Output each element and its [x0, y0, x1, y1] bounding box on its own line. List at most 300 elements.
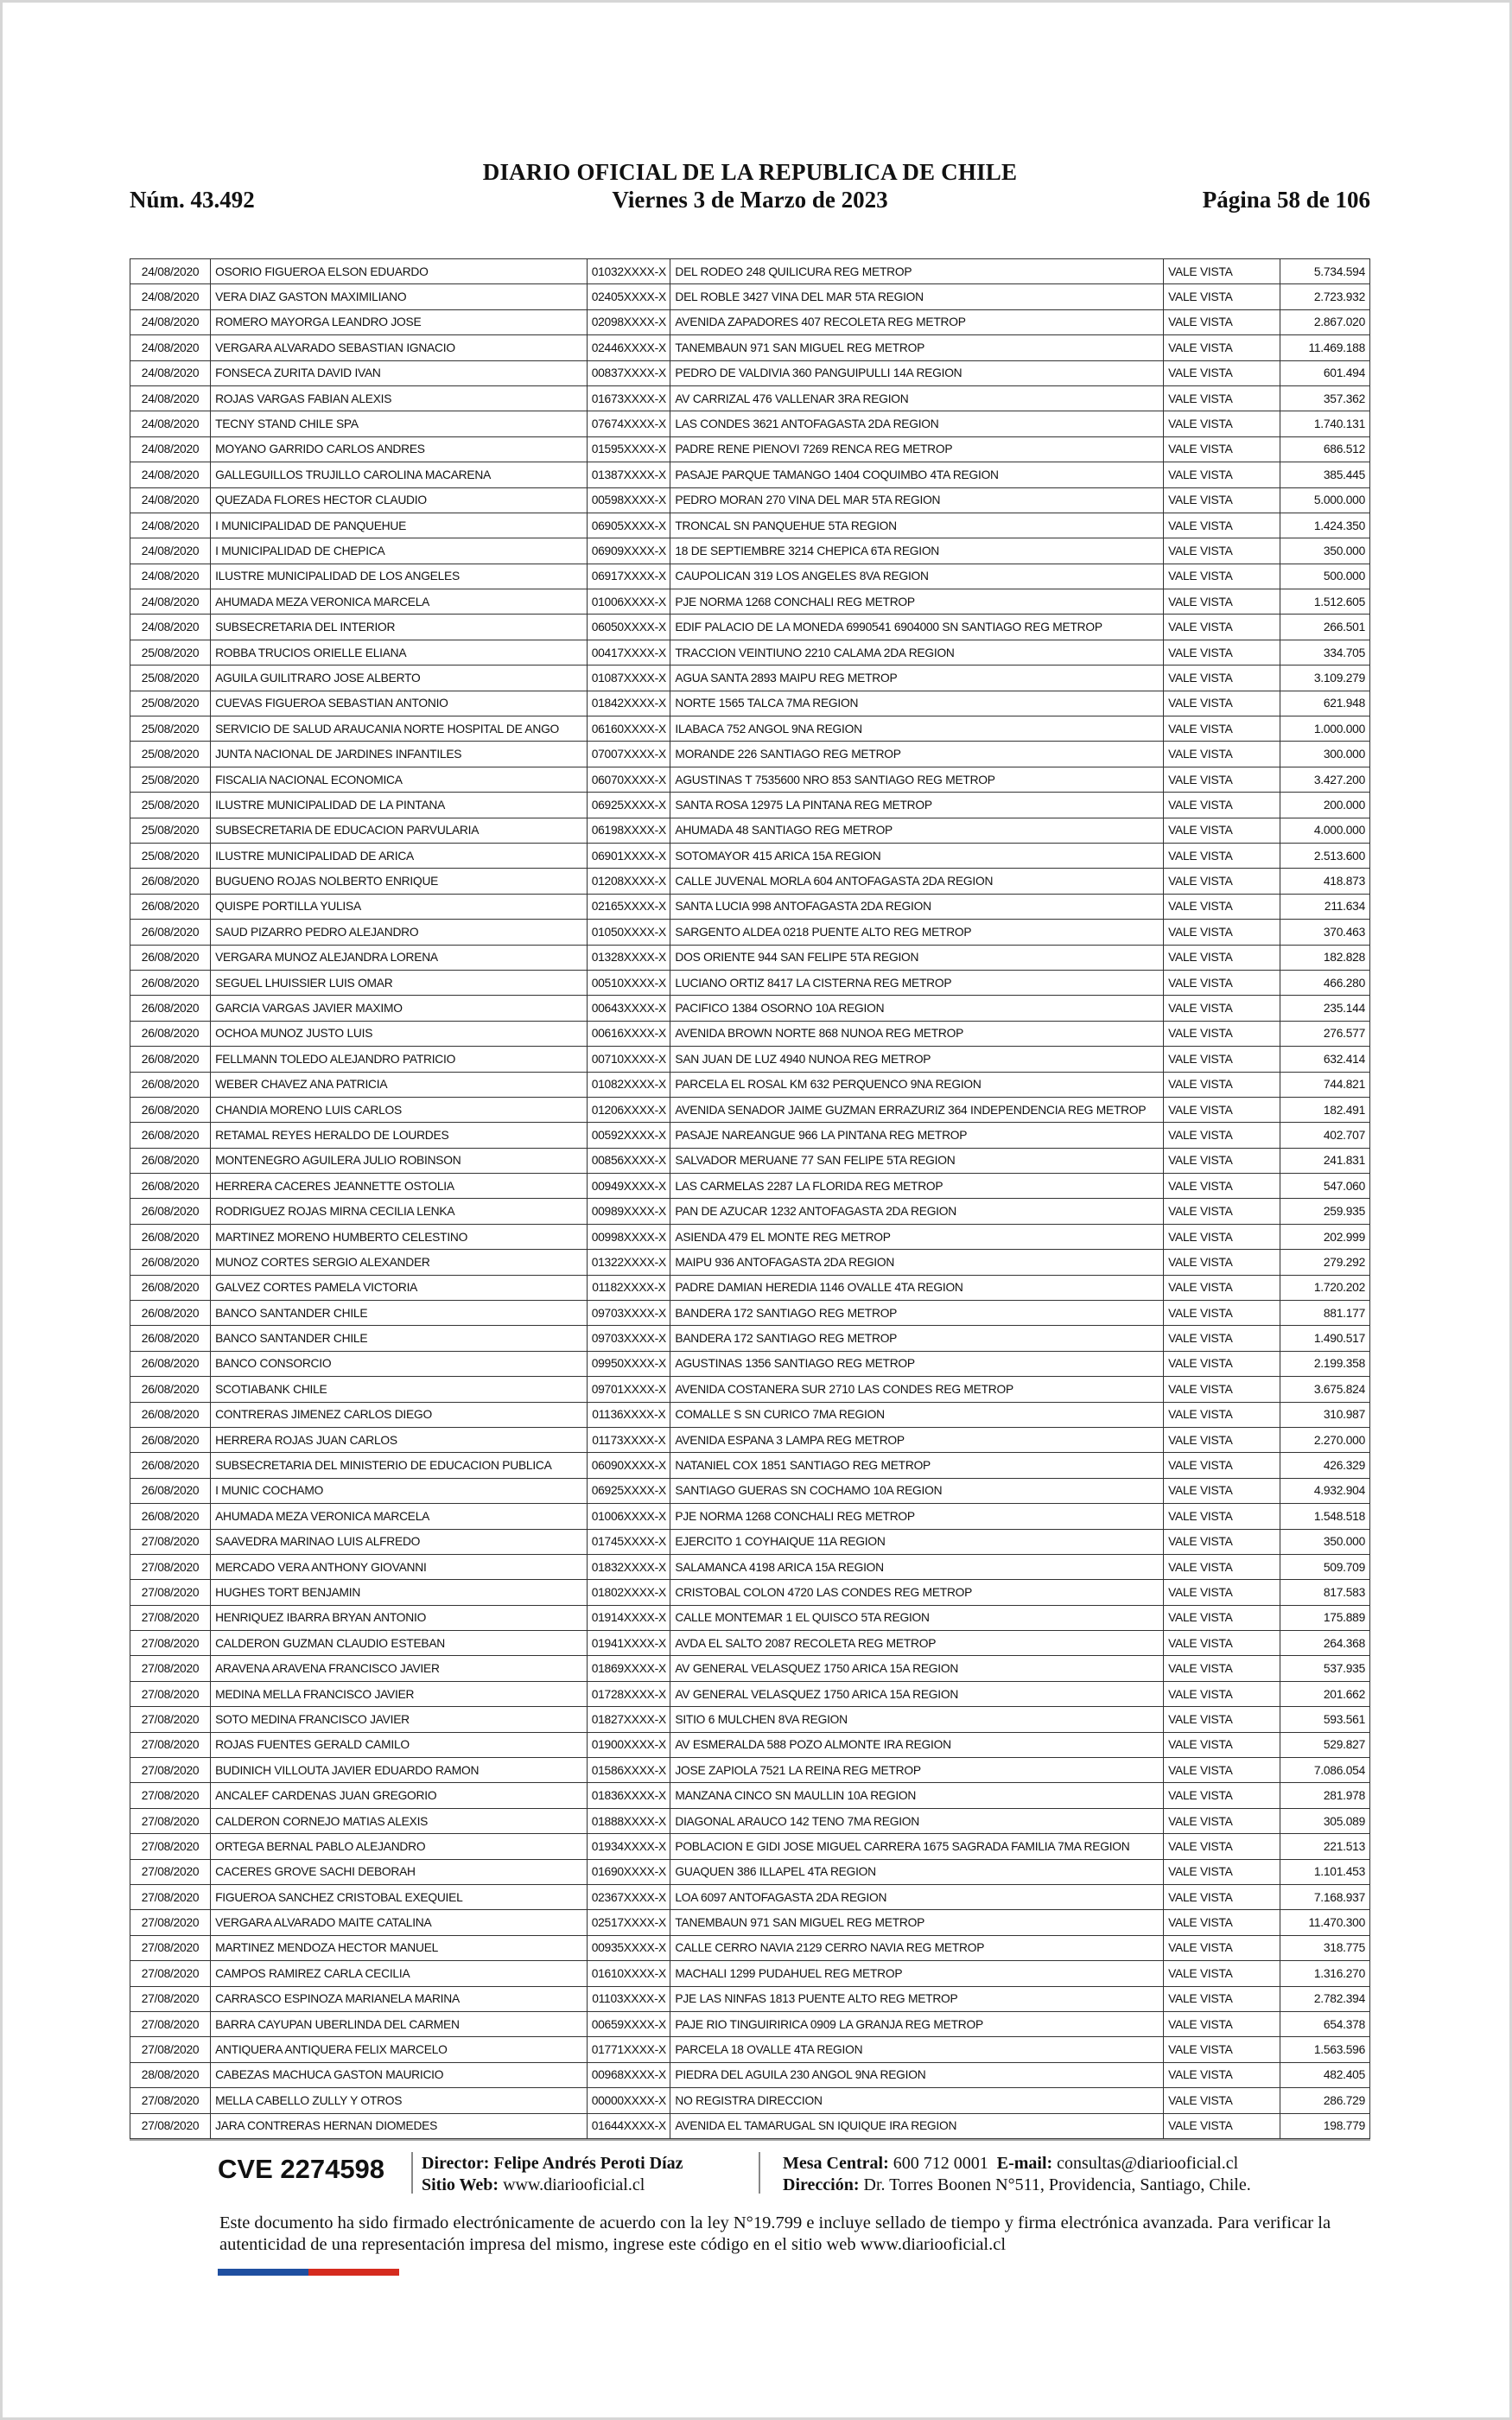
cell-address: NORTE 1565 TALCA 7MA REGION: [670, 691, 1164, 716]
table-row: [130, 970, 1370, 995]
cell-rut: 06160XXXX-X: [588, 716, 670, 742]
cell-payment-method: VALE VISTA: [1164, 1504, 1280, 1529]
cell-payment-method: VALE VISTA: [1164, 2088, 1280, 2113]
cell-rut: 06909XXXX-X: [588, 538, 670, 564]
cell-rut: 01900XXXX-X: [588, 1732, 670, 1757]
cell-address: AV ESMERALDA 588 POZO ALMONTE IRA REGION: [670, 1732, 1164, 1757]
table-row: [130, 1529, 1370, 1554]
cell-name: SAUD PIZARRO PEDRO ALEJANDRO: [211, 920, 588, 945]
cell-amount: 305.089: [1280, 1808, 1369, 1833]
table-row: [130, 996, 1370, 1021]
cell-rut: 00659XXXX-X: [588, 2011, 670, 2036]
cell-rut: 00949XXXX-X: [588, 1174, 670, 1199]
cell-amount: 3.427.200: [1280, 767, 1369, 792]
cell-date: 24/08/2020: [130, 538, 211, 564]
cell-name: FIGUEROA SANCHEZ CRISTOBAL EXEQUIEL: [211, 1885, 588, 1910]
cell-name: SCOTIABANK CHILE: [211, 1377, 588, 1402]
payments-table-container: [130, 258, 1370, 2139]
footer-separator: [759, 2152, 760, 2194]
cell-date: 24/08/2020: [130, 615, 211, 640]
cell-payment-method: VALE VISTA: [1164, 1554, 1280, 1579]
cell-amount: 300.000: [1280, 742, 1369, 767]
table-row: [130, 1681, 1370, 1706]
cell-amount: 310.987: [1280, 1402, 1369, 1427]
cell-date: 26/08/2020: [130, 1199, 211, 1224]
cell-address: AVENIDA COSTANERA SUR 2710 LAS CONDES REG METROP: [670, 1377, 1164, 1402]
table-row: [130, 1123, 1370, 1148]
cell-name: CALDERON CORNEJO MATIAS ALEXIS: [211, 1808, 588, 1833]
legal-notice: Este documento ha sido firmado electrónicamente de acuerdo con la ley N°19.799 e incluye sellado de tiempo y firma electrónica avanzada. Para verificar la autenticidad de una representación impresa del mismo, ingrese este código en el sitio web www.diariooficial.cl: [219, 2213, 1331, 2254]
table-row: [130, 487, 1370, 513]
cell-address: PJE LAS NINFAS 1813 PUENTE ALTO REG METROP: [670, 1986, 1164, 2011]
cell-address: LUCIANO ORTIZ 8417 LA CISTERNA REG METROP: [670, 970, 1164, 995]
cell-name: SUBSECRETARIA DE EDUCACION PARVULARIA: [211, 818, 588, 843]
cell-address: AHUMADA 48 SANTIAGO REG METROP: [670, 818, 1164, 843]
cell-amount: 418.873: [1280, 869, 1369, 894]
cell-date: 24/08/2020: [130, 309, 211, 334]
cell-date: 26/08/2020: [130, 1427, 211, 1452]
cell-rut: 09703XXXX-X: [588, 1301, 670, 1326]
cell-address: DOS ORIENTE 944 SAN FELIPE 5TA REGION: [670, 945, 1164, 970]
cell-name: CAMPOS RAMIREZ CARLA CECILIA: [211, 1961, 588, 1986]
cell-payment-method: VALE VISTA: [1164, 1707, 1280, 1732]
cell-address: MORANDE 226 SANTIAGO REG METROP: [670, 742, 1164, 767]
cell-name: AHUMADA MEZA VERONICA MARCELA: [211, 1504, 588, 1529]
cell-address: AV GENERAL VELASQUEZ 1750 ARICA 15A REGION: [670, 1656, 1164, 1681]
cell-address: AV GENERAL VELASQUEZ 1750 ARICA 15A REGION: [670, 1681, 1164, 1706]
cell-address: SALAMANCA 4198 ARICA 15A REGION: [670, 1554, 1164, 1579]
cell-amount: 686.512: [1280, 436, 1369, 462]
payments-table: [130, 258, 1370, 2139]
cell-rut: 01182XXXX-X: [588, 1275, 670, 1300]
cell-name: AHUMADA MEZA VERONICA MARCELA: [211, 589, 588, 615]
cell-rut: 09701XXXX-X: [588, 1377, 670, 1402]
cell-amount: 529.827: [1280, 1732, 1369, 1757]
cell-date: 26/08/2020: [130, 1072, 211, 1097]
cell-amount: 7.168.937: [1280, 1885, 1369, 1910]
cell-rut: 00989XXXX-X: [588, 1199, 670, 1224]
cell-date: 24/08/2020: [130, 360, 211, 385]
cell-payment-method: VALE VISTA: [1164, 1758, 1280, 1783]
cell-payment-method: VALE VISTA: [1164, 360, 1280, 385]
table-row: [130, 1808, 1370, 1833]
table-row: [130, 284, 1370, 309]
cell-date: 24/08/2020: [130, 259, 211, 284]
cell-name: I MUNIC COCHAMO: [211, 1478, 588, 1503]
cell-date: 25/08/2020: [130, 767, 211, 792]
cell-payment-method: VALE VISTA: [1164, 259, 1280, 284]
cell-payment-method: VALE VISTA: [1164, 996, 1280, 1021]
table-row: [130, 1783, 1370, 1808]
flag-stripe: [218, 2269, 399, 2276]
cell-address: POBLACION E GIDI JOSE MIGUEL CARRERA 1675 SAGRADA FAMILIA 7MA REGION: [670, 1834, 1164, 1859]
cell-address: EJERCITO 1 COYHAIQUE 11A REGION: [670, 1529, 1164, 1554]
table-row: [130, 259, 1370, 284]
table-row: [130, 309, 1370, 334]
cell-rut: 06917XXXX-X: [588, 564, 670, 589]
cell-amount: 241.831: [1280, 1148, 1369, 1173]
cell-address: NATANIEL COX 1851 SANTIAGO REG METROP: [670, 1453, 1164, 1478]
table-row: [130, 1631, 1370, 1656]
cell-date: 26/08/2020: [130, 1148, 211, 1173]
cell-name: BUDINICH VILLOUTA JAVIER EDUARDO RAMON: [211, 1758, 588, 1783]
cell-rut: 01836XXXX-X: [588, 1783, 670, 1808]
cell-address: SANTIAGO GUERAS SN COCHAMO 10A REGION: [670, 1478, 1164, 1503]
cell-name: MARTINEZ MENDOZA HECTOR MANUEL: [211, 1935, 588, 1960]
cell-address: AVENIDA EL TAMARUGAL SN IQUIQUE IRA REGION: [670, 2113, 1164, 2138]
cell-amount: 654.378: [1280, 2011, 1369, 2036]
cell-amount: 2.867.020: [1280, 309, 1369, 334]
cell-rut: 01595XXXX-X: [588, 436, 670, 462]
cell-date: 27/08/2020: [130, 1732, 211, 1757]
cell-date: 26/08/2020: [130, 1250, 211, 1275]
cell-payment-method: VALE VISTA: [1164, 1478, 1280, 1503]
cell-address: SAN JUAN DE LUZ 4940 NUNOA REG METROP: [670, 1047, 1164, 1072]
cell-name: CUEVAS FIGUEROA SEBASTIAN ANTONIO: [211, 691, 588, 716]
cell-address: PIEDRA DEL AGUILA 230 ANGOL 9NA REGION: [670, 2062, 1164, 2087]
cell-rut: 00998XXXX-X: [588, 1224, 670, 1249]
cell-rut: 01387XXXX-X: [588, 462, 670, 487]
table-row: [130, 894, 1370, 919]
cell-payment-method: VALE VISTA: [1164, 1123, 1280, 1148]
table-row: [130, 1351, 1370, 1376]
cell-address: AVENIDA SENADOR JAIME GUZMAN ERRAZURIZ 364 INDEPENDENCIA REG METROP: [670, 1097, 1164, 1122]
cell-payment-method: VALE VISTA: [1164, 945, 1280, 970]
cell-name: GARCIA VARGAS JAVIER MAXIMO: [211, 996, 588, 1021]
table-row: [130, 1605, 1370, 1630]
cell-address: SANTA LUCIA 998 ANTOFAGASTA 2DA REGION: [670, 894, 1164, 919]
table-row: [130, 1732, 1370, 1757]
cell-address: NO REGISTRA DIRECCION: [670, 2088, 1164, 2113]
cell-payment-method: VALE VISTA: [1164, 1097, 1280, 1122]
cell-amount: 2.270.000: [1280, 1427, 1369, 1452]
cell-date: 26/08/2020: [130, 1097, 211, 1122]
cell-address: 18 DE SEPTIEMBRE 3214 CHEPICA 6TA REGION: [670, 538, 1164, 564]
table-row: [130, 1834, 1370, 1859]
cell-address: DIAGONAL ARAUCO 142 TENO 7MA REGION: [670, 1808, 1164, 1833]
cell-name: CALDERON GUZMAN CLAUDIO ESTEBAN: [211, 1631, 588, 1656]
cell-rut: 02405XXXX-X: [588, 284, 670, 309]
cell-rut: 01802XXXX-X: [588, 1580, 670, 1605]
cell-rut: 01586XXXX-X: [588, 1758, 670, 1783]
cell-address: SANTA ROSA 12975 LA PINTANA REG METROP: [670, 793, 1164, 818]
cell-amount: 4.000.000: [1280, 818, 1369, 843]
cell-rut: 00856XXXX-X: [588, 1148, 670, 1173]
cell-rut: 02446XXXX-X: [588, 335, 670, 360]
cell-address: BANDERA 172 SANTIAGO REG METROP: [670, 1301, 1164, 1326]
cell-date: 27/08/2020: [130, 2113, 211, 2138]
cell-rut: 01173XXXX-X: [588, 1427, 670, 1452]
cell-amount: 350.000: [1280, 1529, 1369, 1554]
cell-payment-method: VALE VISTA: [1164, 1224, 1280, 1249]
cell-amount: 621.948: [1280, 691, 1369, 716]
cell-payment-method: VALE VISTA: [1164, 564, 1280, 589]
table-row: [130, 640, 1370, 665]
cell-address: AVENIDA BROWN NORTE 868 NUNOA REG METROP: [670, 1021, 1164, 1046]
cell-payment-method: VALE VISTA: [1164, 767, 1280, 792]
cell-amount: 279.292: [1280, 1250, 1369, 1275]
cell-date: 24/08/2020: [130, 335, 211, 360]
cell-address: AVENIDA ZAPADORES 407 RECOLETA REG METROP: [670, 309, 1164, 334]
cell-rut: 01690XXXX-X: [588, 1859, 670, 1884]
table-row: [130, 1199, 1370, 1224]
cell-amount: 175.889: [1280, 1605, 1369, 1630]
cell-amount: 2.199.358: [1280, 1351, 1369, 1376]
payments-table-body: [130, 259, 1370, 2139]
cell-rut: 01032XXXX-X: [588, 259, 670, 284]
cell-rut: 06070XXXX-X: [588, 767, 670, 792]
cell-address: PEDRO MORAN 270 VINA DEL MAR 5TA REGION: [670, 487, 1164, 513]
cell-address: TRACCION VEINTIUNO 2210 CALAMA 2DA REGION: [670, 640, 1164, 665]
cell-address: EDIF PALACIO DE LA MONEDA 6990541 6904000 SN SANTIAGO REG METROP: [670, 615, 1164, 640]
cell-amount: 1.512.605: [1280, 589, 1369, 615]
table-row: [130, 945, 1370, 970]
cell-name: TECNY STAND CHILE SPA: [211, 411, 588, 436]
cell-date: 25/08/2020: [130, 843, 211, 868]
cell-name: MELLA CABELLO ZULLY Y OTROS: [211, 2088, 588, 2113]
cell-address: AGUA SANTA 2893 MAIPU REG METROP: [670, 666, 1164, 691]
table-row: [130, 1935, 1370, 1960]
cell-amount: 5.000.000: [1280, 487, 1369, 513]
cell-name: HERRERA CACERES JEANNETTE OSTOLIA: [211, 1174, 588, 1199]
table-row: [130, 1224, 1370, 1249]
cell-date: 27/08/2020: [130, 1834, 211, 1859]
cell-payment-method: VALE VISTA: [1164, 538, 1280, 564]
cell-date: 27/08/2020: [130, 1580, 211, 1605]
cell-name: SUBSECRETARIA DEL INTERIOR: [211, 615, 588, 640]
cell-rut: 01050XXXX-X: [588, 920, 670, 945]
cell-rut: 01842XXXX-X: [588, 691, 670, 716]
cell-payment-method: VALE VISTA: [1164, 1910, 1280, 1935]
cell-address: PARCELA 18 OVALLE 4TA REGION: [670, 2037, 1164, 2062]
cell-rut: 00710XXXX-X: [588, 1047, 670, 1072]
cell-date: 26/08/2020: [130, 869, 211, 894]
cell-name: VERA DIAZ GASTON MAXIMILIANO: [211, 284, 588, 309]
cell-name: VERGARA MUNOZ ALEJANDRA LORENA: [211, 945, 588, 970]
cell-rut: 02367XXXX-X: [588, 1885, 670, 1910]
cell-name: ILUSTRE MUNICIPALIDAD DE LA PINTANA: [211, 793, 588, 818]
cell-amount: 2.723.932: [1280, 284, 1369, 309]
cell-address: TRONCAL SN PANQUEHUE 5TA REGION: [670, 513, 1164, 538]
cell-date: 27/08/2020: [130, 1707, 211, 1732]
cell-date: 27/08/2020: [130, 1631, 211, 1656]
email-link[interactable]: consultas@diariooficial.cl: [1057, 2154, 1239, 2173]
cell-rut: 01914XXXX-X: [588, 1605, 670, 1630]
table-row: [130, 1656, 1370, 1681]
cell-amount: 11.470.300: [1280, 1910, 1369, 1935]
cell-address: AVENIDA ESPANA 3 LAMPA REG METROP: [670, 1427, 1164, 1452]
cell-amount: 537.935: [1280, 1656, 1369, 1681]
cell-name: ANCALEF CARDENAS JUAN GREGORIO: [211, 1783, 588, 1808]
cell-amount: 281.978: [1280, 1783, 1369, 1808]
cell-name: BANCO SANTANDER CHILE: [211, 1326, 588, 1351]
cell-date: 24/08/2020: [130, 284, 211, 309]
cell-rut: 09950XXXX-X: [588, 1351, 670, 1376]
web-link[interactable]: www.diariooficial.cl: [503, 2175, 645, 2194]
cell-name: OCHOA MUNOZ JUSTO LUIS: [211, 1021, 588, 1046]
cell-rut: 06050XXXX-X: [588, 615, 670, 640]
cell-amount: 632.414: [1280, 1047, 1369, 1072]
cell-name: SERVICIO DE SALUD ARAUCANIA NORTE HOSPITAL DE ANGO: [211, 716, 588, 742]
cell-date: 25/08/2020: [130, 818, 211, 843]
cell-rut: 01322XXXX-X: [588, 1250, 670, 1275]
cell-amount: 881.177: [1280, 1301, 1369, 1326]
cell-address: SOTOMAYOR 415 ARICA 15A REGION: [670, 843, 1164, 868]
table-row: [130, 385, 1370, 411]
cell-address: COMALLE S SN CURICO 7MA REGION: [670, 1402, 1164, 1427]
cell-name: CONTRERAS JIMENEZ CARLOS DIEGO: [211, 1402, 588, 1427]
cell-name: ILUSTRE MUNICIPALIDAD DE LOS ANGELES: [211, 564, 588, 589]
cell-payment-method: VALE VISTA: [1164, 284, 1280, 309]
table-row: [130, 1377, 1370, 1402]
table-row: [130, 793, 1370, 818]
cell-payment-method: VALE VISTA: [1164, 1021, 1280, 1046]
cell-payment-method: VALE VISTA: [1164, 1529, 1280, 1554]
cell-rut: 07674XXXX-X: [588, 411, 670, 436]
cell-address: PJE NORMA 1268 CONCHALI REG METROP: [670, 1504, 1164, 1529]
table-row: [130, 1072, 1370, 1097]
cell-date: 24/08/2020: [130, 487, 211, 513]
cell-amount: 466.280: [1280, 970, 1369, 995]
cell-rut: 01673XXXX-X: [588, 385, 670, 411]
cell-payment-method: VALE VISTA: [1164, 1047, 1280, 1072]
cell-date: 27/08/2020: [130, 1935, 211, 1960]
table-row: [130, 1478, 1370, 1503]
mesa-phone: 600 712 0001: [893, 2154, 988, 2173]
cell-address: PADRE DAMIAN HEREDIA 1146 OVALLE 4TA REGION: [670, 1275, 1164, 1300]
cell-name: I MUNICIPALIDAD DE CHEPICA: [211, 538, 588, 564]
cell-name: BUGUENO ROJAS NOLBERTO ENRIQUE: [211, 869, 588, 894]
issue-date: Viernes 3 de Marzo de 2023: [612, 187, 888, 213]
table-row: [130, 1554, 1370, 1579]
cell-date: 27/08/2020: [130, 2037, 211, 2062]
cell-name: FONSECA ZURITA DAVID IVAN: [211, 360, 588, 385]
cell-payment-method: VALE VISTA: [1164, 462, 1280, 487]
table-row: [130, 1097, 1370, 1122]
cell-name: FELLMANN TOLEDO ALEJANDRO PATRICIO: [211, 1047, 588, 1072]
cell-amount: 4.932.904: [1280, 1478, 1369, 1503]
cell-rut: 01644XXXX-X: [588, 2113, 670, 2138]
cell-address: LAS CONDES 3621 ANTOFAGASTA 2DA REGION: [670, 411, 1164, 436]
cell-name: MOYANO GARRIDO CARLOS ANDRES: [211, 436, 588, 462]
cell-rut: 00598XXXX-X: [588, 487, 670, 513]
table-row: [130, 1758, 1370, 1783]
cell-payment-method: VALE VISTA: [1164, 513, 1280, 538]
cell-rut: 06925XXXX-X: [588, 793, 670, 818]
table-row: [130, 716, 1370, 742]
table-row: [130, 1326, 1370, 1351]
cell-name: OSORIO FIGUEROA ELSON EDUARDO: [211, 259, 588, 284]
table-row: [130, 538, 1370, 564]
cell-rut: 01869XXXX-X: [588, 1656, 670, 1681]
page-indicator: Página 58 de 106: [1202, 187, 1370, 213]
flag-blue-segment: [218, 2269, 308, 2276]
cell-name: ROBBA TRUCIOS ORIELLE ELIANA: [211, 640, 588, 665]
address-label: Dirección:: [783, 2175, 860, 2194]
cell-payment-method: VALE VISTA: [1164, 1580, 1280, 1605]
cell-address: ASIENDA 479 EL MONTE REG METROP: [670, 1224, 1164, 1249]
table-row: [130, 1275, 1370, 1300]
cell-date: 26/08/2020: [130, 920, 211, 945]
table-row: [130, 1910, 1370, 1935]
cell-address: PJE NORMA 1268 CONCHALI REG METROP: [670, 589, 1164, 615]
cell-payment-method: VALE VISTA: [1164, 2062, 1280, 2087]
cell-amount: 482.405: [1280, 2062, 1369, 2087]
cell-address: AVDA EL SALTO 2087 RECOLETA REG METROP: [670, 1631, 1164, 1656]
cell-rut: 00417XXXX-X: [588, 640, 670, 665]
cell-payment-method: VALE VISTA: [1164, 1377, 1280, 1402]
cell-amount: 547.060: [1280, 1174, 1369, 1199]
table-row: [130, 411, 1370, 436]
cell-amount: 509.709: [1280, 1554, 1369, 1579]
cell-name: ORTEGA BERNAL PABLO ALEJANDRO: [211, 1834, 588, 1859]
cell-address: CALLE JUVENAL MORLA 604 ANTOFAGASTA 2DA REGION: [670, 869, 1164, 894]
cell-address: SITIO 6 MULCHEN 8VA REGION: [670, 1707, 1164, 1732]
cell-address: DEL ROBLE 3427 VINA DEL MAR 5TA REGION: [670, 284, 1164, 309]
table-row: [130, 589, 1370, 615]
cell-name: CABEZAS MACHUCA GASTON MAURICIO: [211, 2062, 588, 2087]
table-row: [130, 1148, 1370, 1173]
web-label: Sitio Web:: [422, 2175, 499, 2194]
cell-payment-method: VALE VISTA: [1164, 1885, 1280, 1910]
cell-amount: 385.445: [1280, 462, 1369, 487]
cell-amount: 334.705: [1280, 640, 1369, 665]
cell-payment-method: VALE VISTA: [1164, 487, 1280, 513]
cell-name: HERRERA ROJAS JUAN CARLOS: [211, 1427, 588, 1452]
cell-address: MACHALI 1299 PUDAHUEL REG METROP: [670, 1961, 1164, 1986]
cell-amount: 201.662: [1280, 1681, 1369, 1706]
cell-amount: 1.101.453: [1280, 1859, 1369, 1884]
cell-name: ROJAS VARGAS FABIAN ALEXIS: [211, 385, 588, 411]
table-row: [130, 1453, 1370, 1478]
cell-payment-method: VALE VISTA: [1164, 589, 1280, 615]
cell-payment-method: VALE VISTA: [1164, 793, 1280, 818]
cell-payment-method: VALE VISTA: [1164, 1732, 1280, 1757]
cell-date: 27/08/2020: [130, 2088, 211, 2113]
cell-amount: 5.734.594: [1280, 259, 1369, 284]
cell-payment-method: VALE VISTA: [1164, 1275, 1280, 1300]
cell-payment-method: VALE VISTA: [1164, 615, 1280, 640]
footer-separator: [411, 2152, 413, 2194]
table-row: [130, 360, 1370, 385]
cell-date: 26/08/2020: [130, 996, 211, 1021]
cell-payment-method: VALE VISTA: [1164, 1453, 1280, 1478]
cell-amount: 221.513: [1280, 1834, 1369, 1859]
cell-date: 24/08/2020: [130, 564, 211, 589]
cell-rut: 00643XXXX-X: [588, 996, 670, 1021]
cell-address: PEDRO DE VALDIVIA 360 PANGUIPULLI 14A REGION: [670, 360, 1164, 385]
cell-name: QUISPE PORTILLA YULISA: [211, 894, 588, 919]
table-row: [130, 1402, 1370, 1427]
cell-name: ROJAS FUENTES GERALD CAMILO: [211, 1732, 588, 1757]
cell-name: ROMERO MAYORGA LEANDRO JOSE: [211, 309, 588, 334]
cell-date: 27/08/2020: [130, 1605, 211, 1630]
cell-payment-method: VALE VISTA: [1164, 2011, 1280, 2036]
cell-name: MONTENEGRO AGUILERA JULIO ROBINSON: [211, 1148, 588, 1173]
cell-rut: 01745XXXX-X: [588, 1529, 670, 1554]
cell-address: SARGENTO ALDEA 0218 PUENTE ALTO REG METROP: [670, 920, 1164, 945]
cell-payment-method: VALE VISTA: [1164, 1199, 1280, 1224]
cell-date: 24/08/2020: [130, 436, 211, 462]
cell-amount: 1.316.270: [1280, 1961, 1369, 1986]
cell-amount: 3.675.824: [1280, 1377, 1369, 1402]
table-row: [130, 920, 1370, 945]
cell-date: 26/08/2020: [130, 1047, 211, 1072]
cell-amount: 1.490.517: [1280, 1326, 1369, 1351]
cell-date: 26/08/2020: [130, 1377, 211, 1402]
cell-date: 27/08/2020: [130, 1783, 211, 1808]
cell-address: PADRE RENE PIENOVI 7269 RENCA REG METROP: [670, 436, 1164, 462]
